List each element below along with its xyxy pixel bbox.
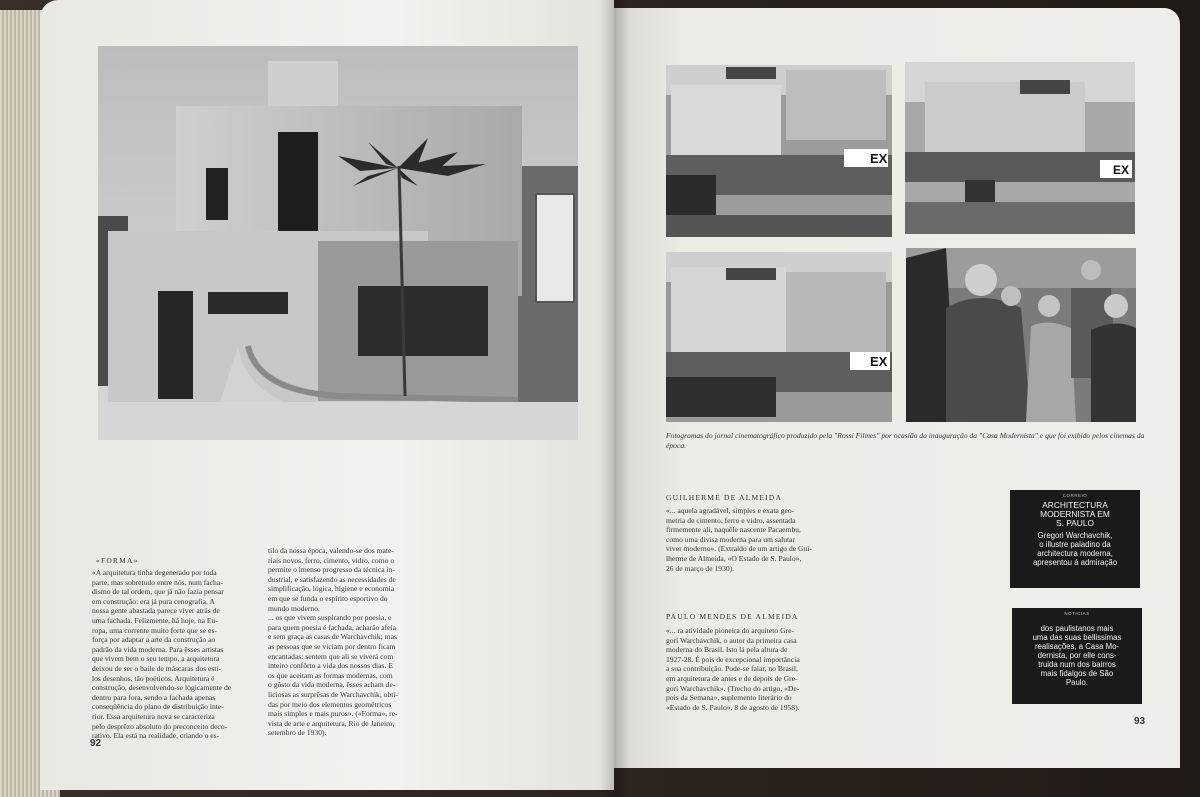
film-frame-2 bbox=[905, 62, 1135, 234]
guilherme-text: «... aquela agradável, simples e exata geo- metria de cimento, ferro e vidro, assentada firmemente ali, naquêle nascente Pacaembu, como uma divisa moderna para um salutar viver moderno». (Extraído de um artigo de Gui- lherme de Almeida, «O Estado de S. Paulo», 26 de março de 1930). bbox=[666, 506, 812, 573]
svg-text:EX: EX bbox=[1113, 163, 1130, 177]
paulo-heading: PAULO MENDES DE ALMEIDA bbox=[666, 612, 799, 621]
forma-heading: «FORMA» bbox=[96, 556, 139, 565]
film-frame-1 bbox=[666, 65, 892, 237]
clipping-tag: CORREIO bbox=[1062, 493, 1088, 498]
svg-text:EX: EX bbox=[870, 151, 888, 166]
forma-text-col2: tilo da nossa época, valendo-se dos mate- riais novos, ferro, cimento, vidro, como o permite o imenso progresso da técnica in- dustrial, e satisfazendo as necessidades de simplificação, lógica, higiene e economia em que se funda o espírito esportivo do mundo moderno. ... os que vivem suspirando por poesia, e para quem poesia é fachada, acharão afeia e sem graça as casas de Warchavchik; mas as pessoas que se viciam por dentro ficam encantadas: sentem que ali se viverá com inteiro confôrto a vida dos nossos dias. E os que aceitam as formas modernas, com o gôsto da vida moderna, êsses acham de- liciosas as surprêsas de Warchavchik, obti- das por meio dos elementos geométricos mais simples e mais puros». («Forma», re- vista de arte e arquitetura, Rio de Janeiro, setembro de 1930). bbox=[268, 546, 398, 738]
guilherme-heading: GUILHERME DE ALMEIDA bbox=[666, 493, 783, 502]
paulo-text: «... ra atividade pioneira do arquiteto Gre- gori Warchavchik, o autor da primeira casa moderna do Brasil. Isto lá pela altura de 1927-28. É pois de excepcional importância a sua contribuição. Pode-se falar, no Brasil, em arquitetura de antes e de depois de Gre- gori Warchavchik». (Trecho do artigo, «De- pois da Semana», suplemento literário do «Estado de S. Paulo», 8 de agosto de 1958). bbox=[666, 626, 800, 712]
film-frame-4-people bbox=[906, 248, 1136, 422]
clipping-title: ARCHITECTURA MODERNISTA EM S. PAULO bbox=[1040, 500, 1110, 528]
clipping-body: Gregori Warchavchik, o illustre paladino da architectura moderna, apresentou á admiração bbox=[1032, 531, 1118, 567]
book-gutter bbox=[600, 0, 630, 797]
newspaper-clipping-1 bbox=[1010, 490, 1140, 588]
page-number-left: 92 bbox=[90, 738, 102, 749]
clipping-tag: NOTICIAS bbox=[1064, 611, 1090, 616]
clipping-body: dos paulistanos mais uma das suas bellissimas realisações, a Casa Mo- dernista, por elle cons- truida num dos bairros mais fidalgos de São Paulo. bbox=[1032, 624, 1122, 687]
film-frame-3 bbox=[666, 252, 892, 422]
page-number-right: 93 bbox=[1134, 716, 1146, 727]
modernist-house-image bbox=[98, 46, 578, 440]
svg-text:EX: EX bbox=[870, 354, 888, 369]
newspaper-clipping-2 bbox=[1012, 608, 1142, 704]
main-house-photo bbox=[98, 46, 578, 440]
forma-text-col1: «A arquitetura tinha degenerado por toda parte, mas sobretudo entre nós, num facha- dismo de tal ordem, que já não fazia pensar em construção: era já pura cenografia. A nossa gente abastada parece viver atrás de uma fachada. Felizmente, há hoje, na Eu- ropa, uma corrente muito forte que se es- força por adaptar a arte da construção ao padrão da vida moderna. Para êsses artistas que vivem bem o seu tempo, a arquitetura deixou de ser o baile de máscaras dos esti- los desenhos, tão poéticos. Arquitetura é construção, desenvolvendo-se lògicamente de dentro para fora, sendo a fachada apenas conseqüência do plano de distribuição inte- rior. Essa arquitetura nova se caracteriza pelo desprêzo absoluto do preconceito deco- rativo. Ela está na realidade, criando o es- bbox=[92, 568, 232, 741]
photo-caption: Fotogramas do jornal cinematográfico produzido pela "Rossi Filmes" por ocasião da inauguração da "Casa Modernista" e que foi exibido pelos cinemas da época. bbox=[666, 431, 1145, 450]
